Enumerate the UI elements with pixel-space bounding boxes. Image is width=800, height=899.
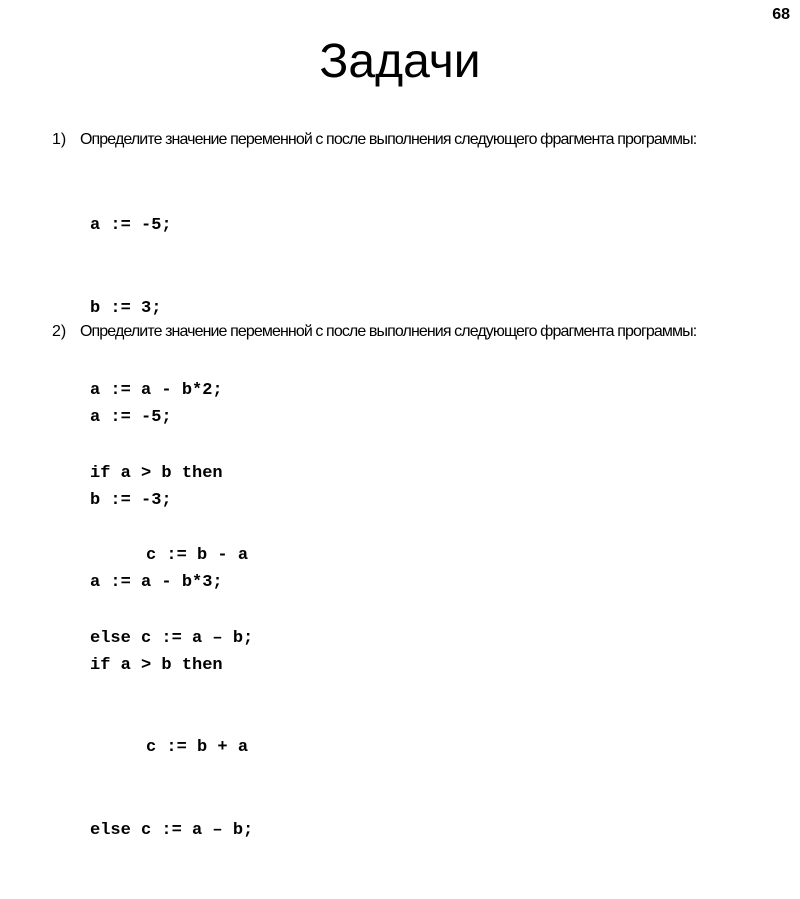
- code-line: else c := a – b;: [90, 628, 254, 648]
- slide-title: Задачи: [319, 35, 481, 88]
- code-line: a := a - b*3;: [90, 573, 223, 592]
- task-question: Определите значение переменной c после выполнения следующего фрагмента программы:: [80, 131, 697, 148]
- code-block: [52, 349, 772, 899]
- page-number: 68: [772, 6, 790, 23]
- task-number: 1): [52, 131, 67, 148]
- code-line: c := b - a: [146, 546, 249, 565]
- code-line: else c := a – b;: [90, 820, 254, 840]
- task-number: 2): [52, 323, 67, 340]
- code-line: if a > b then: [90, 655, 223, 675]
- code-line: a := a - b*2;: [90, 381, 223, 400]
- code-line: c := b + a: [146, 738, 249, 757]
- task-heading: [52, 323, 772, 349]
- task-question: Определите значение переменной c после выполнения следующего фрагмента программы:: [80, 323, 697, 340]
- code-line: a := -5;: [90, 216, 172, 235]
- task-2: [52, 323, 772, 899]
- code-line: b := -3;: [90, 490, 172, 510]
- code-line: a := -5;: [90, 408, 172, 427]
- code-line: if a > b then: [90, 463, 223, 483]
- task-heading: [52, 131, 772, 157]
- code-line: b := 3;: [90, 298, 162, 318]
